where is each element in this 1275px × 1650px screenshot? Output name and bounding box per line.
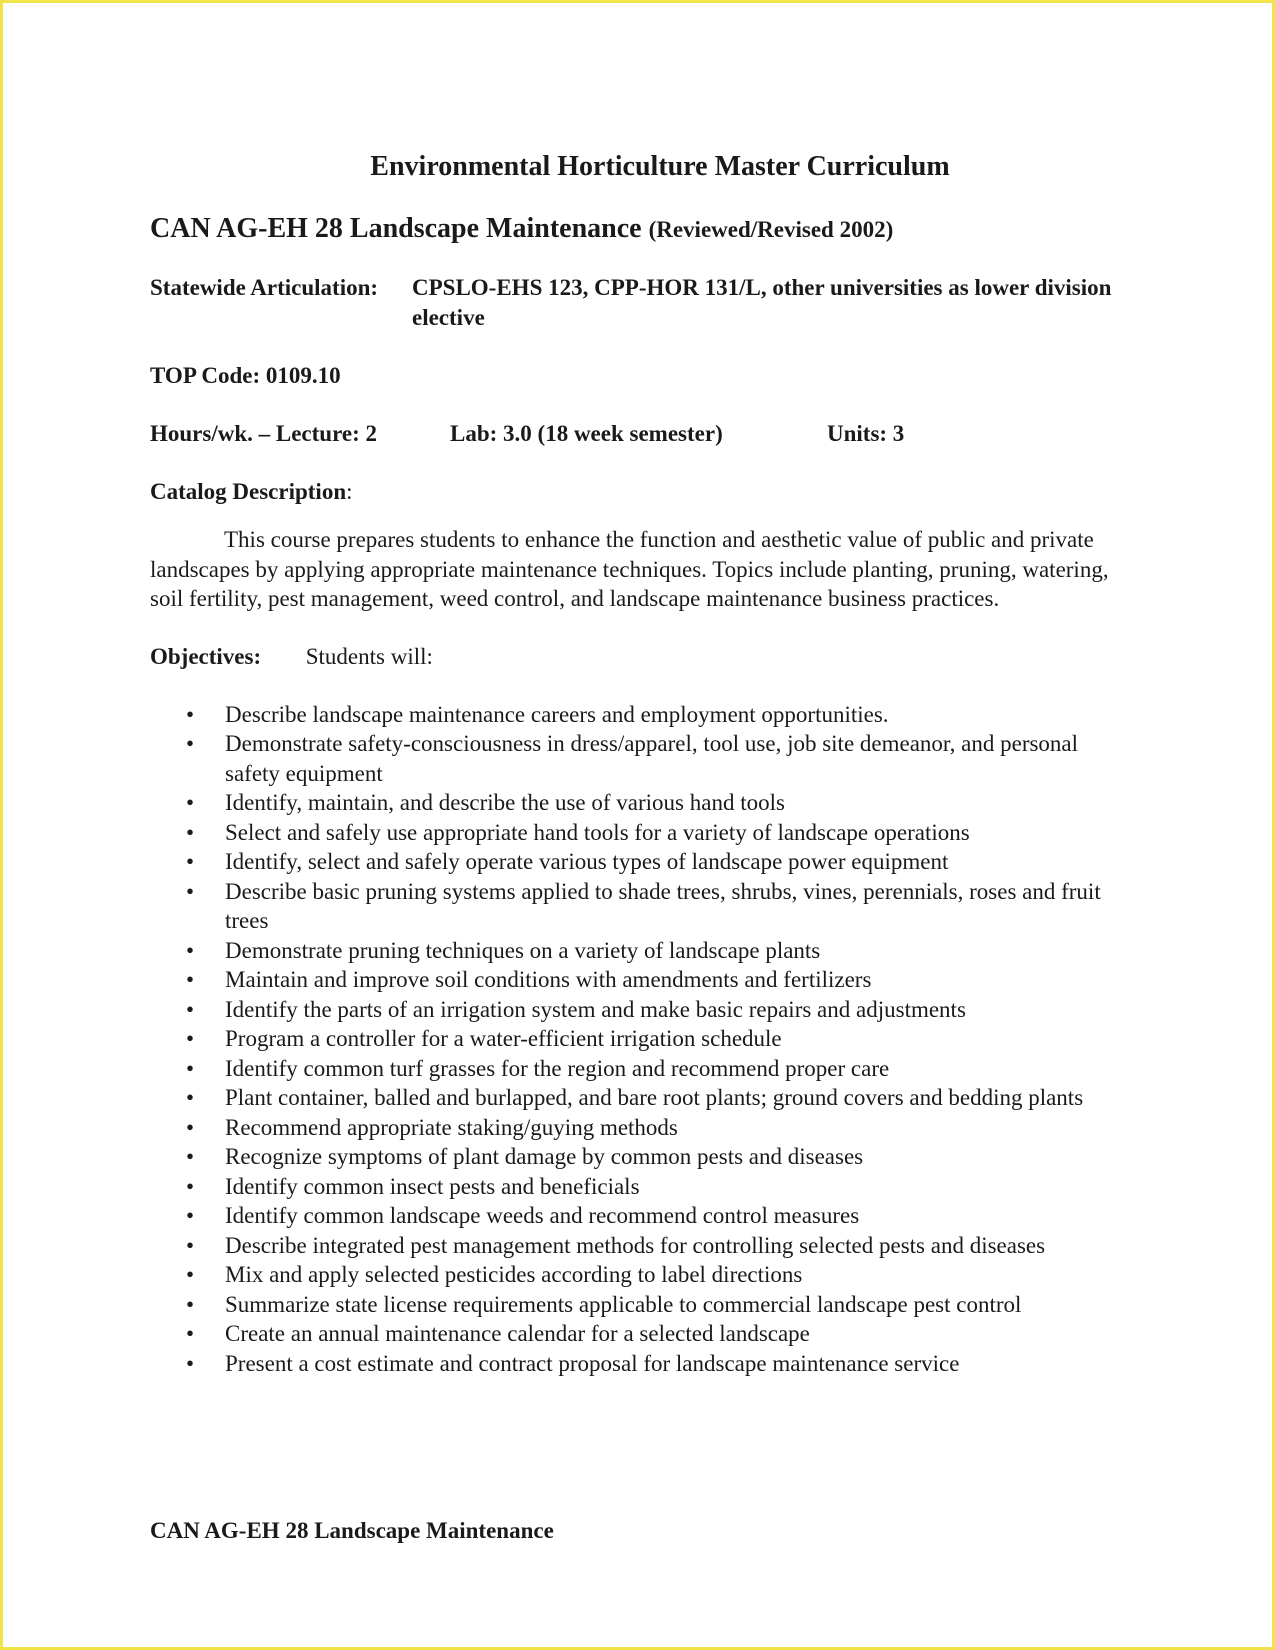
catalog-description: This course prepares students to enhance the function and aesthetic value of public and private landscapes by applying appropriate maintenance techniques. Topics include planting, pruning, watering, soil fertility, pest management, weed control, and landscape maintenance business practices.	[150, 527, 1109, 612]
bullet-icon: •	[186, 878, 195, 904]
bullet-icon: •	[186, 1350, 195, 1376]
list-item	[150, 1319, 1130, 1349]
objectives-list	[150, 700, 1130, 1379]
lecture-hours: Hours/wk. – Lecture: 2	[150, 421, 378, 447]
list-item	[150, 700, 1130, 730]
bullet-icon: •	[186, 790, 195, 816]
objective-text: Present a cost estimate and contract proposal for landscape maintenance service	[225, 1350, 960, 1376]
bullet-icon: •	[186, 1085, 195, 1111]
footer-title: CAN AG-EH 28 Landscape Maintenance	[150, 1518, 554, 1543]
units: Units: 3	[827, 421, 905, 447]
objective-text: Demonstrate pruning techniques on a variety of landscape plants	[225, 937, 821, 963]
bullet-icon: •	[186, 996, 195, 1022]
bullet-icon: •	[186, 1291, 195, 1317]
list-item	[150, 1231, 1130, 1261]
bullet-icon: •	[186, 1203, 195, 1229]
list-item	[150, 818, 1130, 848]
top-code: TOP Code: 0109.10	[150, 363, 341, 389]
objective-text: Recommend appropriate staking/guying methods	[225, 1114, 678, 1140]
objective-text: Create an annual maintenance calendar for a selected landscape	[225, 1321, 810, 1347]
objective-text: Plant container, balled and burlapped, and bare root plants; ground covers and bedding plants	[225, 1085, 1084, 1111]
course-heading	[150, 212, 1130, 246]
bullet-icon: •	[186, 819, 195, 845]
articulation-value: CPSLO-EHS 123, CPP-HOR 131/L, other universities as lower division elective	[412, 275, 1112, 331]
list-item	[150, 788, 1130, 818]
articulation-label: Statewide Articulation:	[150, 275, 379, 301]
objective-text: Identify common landscape weeds and recommend control measures	[225, 1203, 860, 1229]
objective-text: Select and safely use appropriate hand tools for a variety of landscape operations	[225, 819, 970, 845]
revised-note: (Reviewed/Revised 2002)	[648, 216, 894, 242]
list-item	[150, 995, 1130, 1025]
catalog-heading-colon: :	[346, 479, 353, 505]
articulation-row	[150, 273, 1130, 333]
list-item	[150, 1142, 1130, 1172]
objectives-label: Objectives:	[150, 643, 262, 669]
objective-text: Recognize symptoms of plant damage by common pests and diseases	[225, 1144, 864, 1170]
objectives-intro: Students will:	[305, 643, 433, 669]
objective-text: Identify, select and safely operate various types of landscape power equipment	[225, 849, 949, 875]
catalog-heading-text: Catalog Description	[150, 479, 347, 505]
document-title: Environmental Horticulture Master Curriculum	[370, 151, 950, 182]
objective-text: Identify common turf grasses for the region and recommend proper care	[225, 1055, 890, 1081]
list-item	[150, 965, 1130, 995]
bullet-icon: •	[186, 731, 195, 757]
bullet-icon: •	[186, 849, 195, 875]
catalog-heading	[150, 477, 1130, 507]
bullet-icon: •	[186, 1144, 195, 1170]
course-name: CAN AG-EH 28 Landscape Maintenance	[150, 212, 642, 244]
list-item	[150, 1024, 1130, 1054]
list-item	[150, 1290, 1130, 1320]
bullet-icon: •	[186, 701, 195, 727]
list-item	[150, 1260, 1130, 1290]
list-item	[150, 1201, 1130, 1231]
hours-row	[150, 419, 1130, 449]
objective-text: Summarize state license requirements applicable to commercial landscape pest control	[225, 1291, 1022, 1317]
objectives-heading	[150, 642, 1130, 672]
list-item	[150, 1054, 1130, 1084]
list-item	[150, 847, 1130, 877]
bullet-icon: •	[186, 1173, 195, 1199]
lab-hours: Lab: 3.0 (18 week semester)	[450, 421, 723, 447]
bullet-icon: •	[186, 1114, 195, 1140]
bullet-icon: •	[186, 1321, 195, 1347]
list-item	[150, 936, 1130, 966]
objective-text: Mix and apply selected pesticides according to label directions	[225, 1262, 803, 1288]
objective-text: Identify common insect pests and beneficials	[225, 1173, 640, 1199]
list-item	[150, 1113, 1130, 1143]
list-item	[150, 729, 1130, 788]
objective-text: Describe landscape maintenance careers and employment opportunities.	[225, 701, 889, 727]
objective-text: Identify, maintain, and describe the use of various hand tools	[225, 790, 785, 816]
list-item	[150, 1083, 1130, 1113]
bullet-icon: •	[186, 967, 195, 993]
bullet-icon: •	[186, 1055, 195, 1081]
bullet-icon: •	[186, 1026, 195, 1052]
bullet-icon: •	[186, 1262, 195, 1288]
objective-text: Program a controller for a water-efficient irrigation schedule	[225, 1026, 782, 1052]
bullet-icon: •	[186, 1232, 195, 1258]
document-body	[150, 150, 1130, 1378]
list-item	[150, 877, 1130, 936]
objective-text: Maintain and improve soil conditions with amendments and fertilizers	[225, 967, 872, 993]
list-item	[150, 1172, 1130, 1202]
objective-text: Demonstrate safety-consciousness in dress/apparel, tool use, job site demeanor, and personal safety equipment	[225, 731, 1079, 786]
objective-text: Describe basic pruning systems applied to shade trees, shrubs, vines, perennials, roses and fruit trees	[225, 878, 1101, 934]
bullet-icon: •	[186, 937, 195, 963]
list-item	[150, 1349, 1130, 1379]
objective-text: Describe integrated pest management methods for controlling selected pests and diseases	[225, 1232, 1046, 1258]
objective-text: Identify the parts of an irrigation system and make basic repairs and adjustments	[225, 996, 966, 1022]
